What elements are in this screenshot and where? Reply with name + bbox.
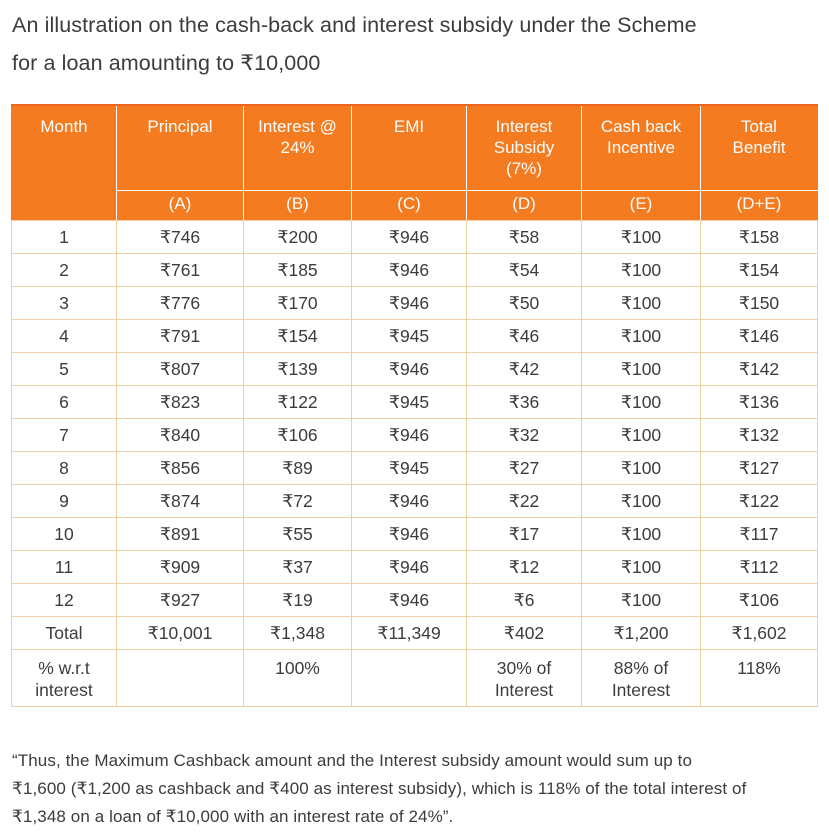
table-cell: ₹6 — [467, 583, 582, 616]
table-cell: ₹856 — [117, 451, 244, 484]
table-body — [12, 220, 818, 706]
column-header-label: Month — [40, 117, 88, 136]
column-header-label: (7%) — [506, 159, 542, 178]
table-cell: ₹200 — [244, 220, 352, 253]
table-cell: ₹17 — [467, 517, 582, 550]
footnote-line-2: ₹1,600 (₹1,200 as cashback and ₹400 as interest subsidy), which is 118% of the total interest of — [12, 778, 747, 798]
header-row-main — [12, 105, 818, 190]
table-cell: ₹132 — [701, 418, 818, 451]
table-cell: 11 — [12, 550, 117, 583]
table-row — [12, 517, 818, 550]
table-cell: ₹154 — [701, 253, 818, 286]
column-subheader: (B) — [244, 190, 352, 220]
table-cell: ₹946 — [352, 253, 467, 286]
table-cell: ₹909 — [117, 550, 244, 583]
table-cell: ₹1,348 — [244, 616, 352, 649]
table-header — [12, 105, 818, 220]
column-header — [352, 105, 467, 190]
table-cell: ₹100 — [582, 550, 701, 583]
table-cell: Total — [12, 616, 117, 649]
column-subheader: (E) — [582, 190, 701, 220]
page-title-line-1: An illustration on the cash-back and interest subsidy under the Scheme — [12, 13, 697, 37]
table-row — [12, 583, 818, 616]
table-cell: 12 — [12, 583, 117, 616]
table-cell: ₹100 — [582, 253, 701, 286]
table-cell: ₹112 — [701, 550, 818, 583]
table-cell: ₹106 — [701, 583, 818, 616]
table-cell — [352, 649, 467, 706]
table-cell: ₹946 — [352, 517, 467, 550]
table-cell: ₹42 — [467, 352, 582, 385]
table-cell: ₹946 — [352, 220, 467, 253]
table-cell: ₹142 — [701, 352, 818, 385]
table-row — [12, 385, 818, 418]
table-cell: ₹55 — [244, 517, 352, 550]
table-cell: ₹761 — [117, 253, 244, 286]
table-cell: ₹946 — [352, 286, 467, 319]
table-cell: ₹100 — [582, 517, 701, 550]
total-row — [12, 616, 818, 649]
column-header-label: EMI — [393, 117, 425, 136]
table-cell: 3 — [12, 286, 117, 319]
table-cell: ₹122 — [244, 385, 352, 418]
table-cell: ₹807 — [117, 352, 244, 385]
column-subheader: (D) — [467, 190, 582, 220]
table-cell: ₹946 — [352, 550, 467, 583]
table-cell: 4 — [12, 319, 117, 352]
header-row-sub — [12, 190, 818, 220]
table-cell: ₹37 — [244, 550, 352, 583]
table-cell: ₹54 — [467, 253, 582, 286]
table-cell: ₹1,200 — [582, 616, 701, 649]
table-cell: ₹100 — [582, 220, 701, 253]
table-cell: ₹117 — [701, 517, 818, 550]
table-cell: 6 — [12, 385, 117, 418]
table-cell: ₹122 — [701, 484, 818, 517]
column-header-label: 24% — [280, 138, 315, 157]
table-row — [12, 484, 818, 517]
table-cell: ₹100 — [582, 583, 701, 616]
page-title — [12, 6, 819, 82]
column-subheader: (A) — [117, 190, 244, 220]
table-cell: ₹158 — [701, 220, 818, 253]
column-header-label: Subsidy — [493, 138, 555, 157]
table-cell: ₹46 — [467, 319, 582, 352]
table-cell: ₹946 — [352, 583, 467, 616]
table-cell: 10 — [12, 517, 117, 550]
table-cell: ₹12 — [467, 550, 582, 583]
table-cell: 1 — [12, 220, 117, 253]
table-row — [12, 352, 818, 385]
table-cell: 7 — [12, 418, 117, 451]
table-cell: ₹146 — [701, 319, 818, 352]
table-cell: 100% — [244, 649, 352, 706]
table-cell: ₹10,001 — [117, 616, 244, 649]
table-cell: 118% — [701, 649, 818, 706]
table-row — [12, 418, 818, 451]
table-cell: ₹776 — [117, 286, 244, 319]
loan-illustration-table — [11, 104, 818, 707]
table-cell: ₹50 — [467, 286, 582, 319]
column-header-label: Interest @ — [258, 117, 337, 136]
column-header-label: Total — [741, 117, 777, 136]
table-cell: ₹946 — [352, 484, 467, 517]
table-cell: ₹945 — [352, 451, 467, 484]
table-cell: ₹154 — [244, 319, 352, 352]
table-cell: ₹170 — [244, 286, 352, 319]
page-title-line-2: for a loan amounting to ₹10,000 — [12, 51, 321, 75]
table-cell: ₹100 — [582, 319, 701, 352]
table-cell: ₹100 — [582, 418, 701, 451]
table-cell: ₹72 — [244, 484, 352, 517]
table-row — [12, 220, 818, 253]
column-header-label: Incentive — [606, 138, 676, 157]
table-cell: ₹823 — [117, 385, 244, 418]
table-cell: ₹927 — [117, 583, 244, 616]
table-cell: ₹106 — [244, 418, 352, 451]
column-header-label: Principal — [147, 117, 213, 136]
table-cell: ₹185 — [244, 253, 352, 286]
table-cell: ₹136 — [701, 385, 818, 418]
table-cell: % w.r.t interest — [12, 649, 117, 706]
column-header-label: Cash back — [600, 117, 682, 136]
column-subheader: (D+E) — [701, 190, 818, 220]
footnote-line-3: ₹1,348 on a loan of ₹10,000 with an interest rate of 24%”. — [12, 806, 454, 826]
column-subheader: (C) — [352, 190, 467, 220]
table-cell: 9 — [12, 484, 117, 517]
footnote — [12, 747, 819, 831]
table-cell: ₹58 — [467, 220, 582, 253]
table-cell: ₹402 — [467, 616, 582, 649]
table-cell: ₹791 — [117, 319, 244, 352]
table-row — [12, 319, 818, 352]
table-cell: 30% of Interest — [467, 649, 582, 706]
column-header — [117, 105, 244, 190]
table-cell: ₹945 — [352, 385, 467, 418]
column-header-label: Interest — [495, 117, 553, 136]
column-header — [467, 105, 582, 190]
table-cell: ₹891 — [117, 517, 244, 550]
table-cell: ₹100 — [582, 286, 701, 319]
table-cell: ₹89 — [244, 451, 352, 484]
table-cell: ₹946 — [352, 352, 467, 385]
table-row — [12, 451, 818, 484]
column-header — [12, 105, 117, 220]
column-header — [244, 105, 352, 190]
column-header-label: Benefit — [732, 138, 786, 157]
table-cell: ₹100 — [582, 352, 701, 385]
table-cell — [117, 649, 244, 706]
table-cell: ₹127 — [701, 451, 818, 484]
table-cell: ₹100 — [582, 451, 701, 484]
table-cell: ₹36 — [467, 385, 582, 418]
table-cell: ₹840 — [117, 418, 244, 451]
table-cell: ₹746 — [117, 220, 244, 253]
table-cell: ₹11,349 — [352, 616, 467, 649]
table-cell: ₹946 — [352, 418, 467, 451]
footnote-line-1: “Thus, the Maximum Cashback amount and the Interest subsidy amount would sum up to — [12, 750, 693, 770]
table-cell: ₹945 — [352, 319, 467, 352]
table-cell: ₹27 — [467, 451, 582, 484]
table-cell: ₹100 — [582, 385, 701, 418]
column-header — [582, 105, 701, 190]
table-row — [12, 550, 818, 583]
table-row — [12, 253, 818, 286]
table-cell: 8 — [12, 451, 117, 484]
table-cell: 5 — [12, 352, 117, 385]
table-cell: ₹874 — [117, 484, 244, 517]
table-cell: ₹150 — [701, 286, 818, 319]
table-row — [12, 286, 818, 319]
table-cell: ₹1,602 — [701, 616, 818, 649]
table-cell: ₹19 — [244, 583, 352, 616]
pct-row — [12, 649, 818, 706]
table-cell: ₹139 — [244, 352, 352, 385]
table-cell: ₹22 — [467, 484, 582, 517]
table-cell: 2 — [12, 253, 117, 286]
column-header — [701, 105, 818, 190]
table-cell: 88% of Interest — [582, 649, 701, 706]
table-cell: ₹100 — [582, 484, 701, 517]
table-cell: ₹32 — [467, 418, 582, 451]
